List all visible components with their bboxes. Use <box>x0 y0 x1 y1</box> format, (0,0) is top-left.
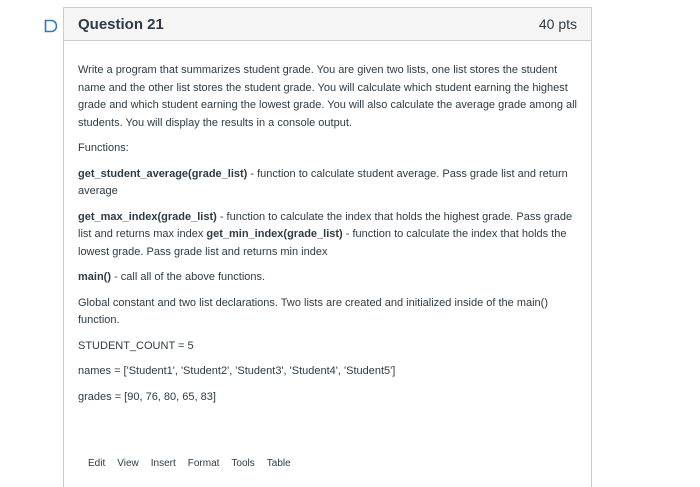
function-4-name: main() <box>78 271 111 283</box>
globals-paragraph: Global constant and two list declarations. Two lists are created and initialized inside of the main() function. <box>78 296 548 326</box>
function-3-name: get_min_index(grade_list) <box>206 228 343 240</box>
function-2-name: get_max_index(grade_list) <box>78 210 217 223</box>
grades-line: grades = [90, 76, 80, 65, 83] <box>78 390 216 403</box>
function-1-name: get_student_average(grade_list) <box>78 167 248 180</box>
function-1-desc: - function to calculate student average. Pass grade list and return average <box>78 167 568 197</box>
names-line: names = ['Student1', 'Student2', 'Student3', 'Student4', 'Student5'] <box>78 365 396 377</box>
intro-paragraph: Write a program that summarizes student grade. You are given two lists, one list stores the student name and the other list stores the student grade. You will calculate which student earning the highest grade and which student earning the lowest grade. You will also calculate the average grade among all students. You will display the results in a console output. <box>78 64 577 129</box>
constant-line: STUDENT_COUNT = 5 <box>78 339 194 352</box>
menu-format[interactable]: Format <box>187 458 220 469</box>
menu-table[interactable]: Table <box>266 458 291 469</box>
question-points: 40 pts <box>538 16 577 32</box>
function-4-desc: - call all of the above functions. <box>111 271 266 283</box>
flag-question-icon[interactable] <box>44 19 57 33</box>
question-card <box>63 7 592 487</box>
menu-edit[interactable]: Edit <box>88 458 106 469</box>
menu-view[interactable]: View <box>117 458 139 469</box>
function-4 <box>78 269 577 287</box>
function-1 <box>78 166 577 201</box>
menu-tools[interactable]: Tools <box>231 458 255 469</box>
editor-menubar <box>88 458 291 469</box>
question-header <box>64 8 591 41</box>
function-2-3 <box>78 209 577 262</box>
function-2-desc: - function to calculate the index that holds the highest grade. Pass grade list and returns max index <box>78 210 573 240</box>
question-text <box>64 41 591 406</box>
question-title: Question 21 <box>78 15 164 33</box>
function-3-desc: - function to calculate the index that holds the lowest grade. Pass grade list and returns min index <box>78 228 567 258</box>
menu-insert[interactable]: Insert <box>150 458 176 469</box>
functions-label: Functions: <box>78 142 129 154</box>
